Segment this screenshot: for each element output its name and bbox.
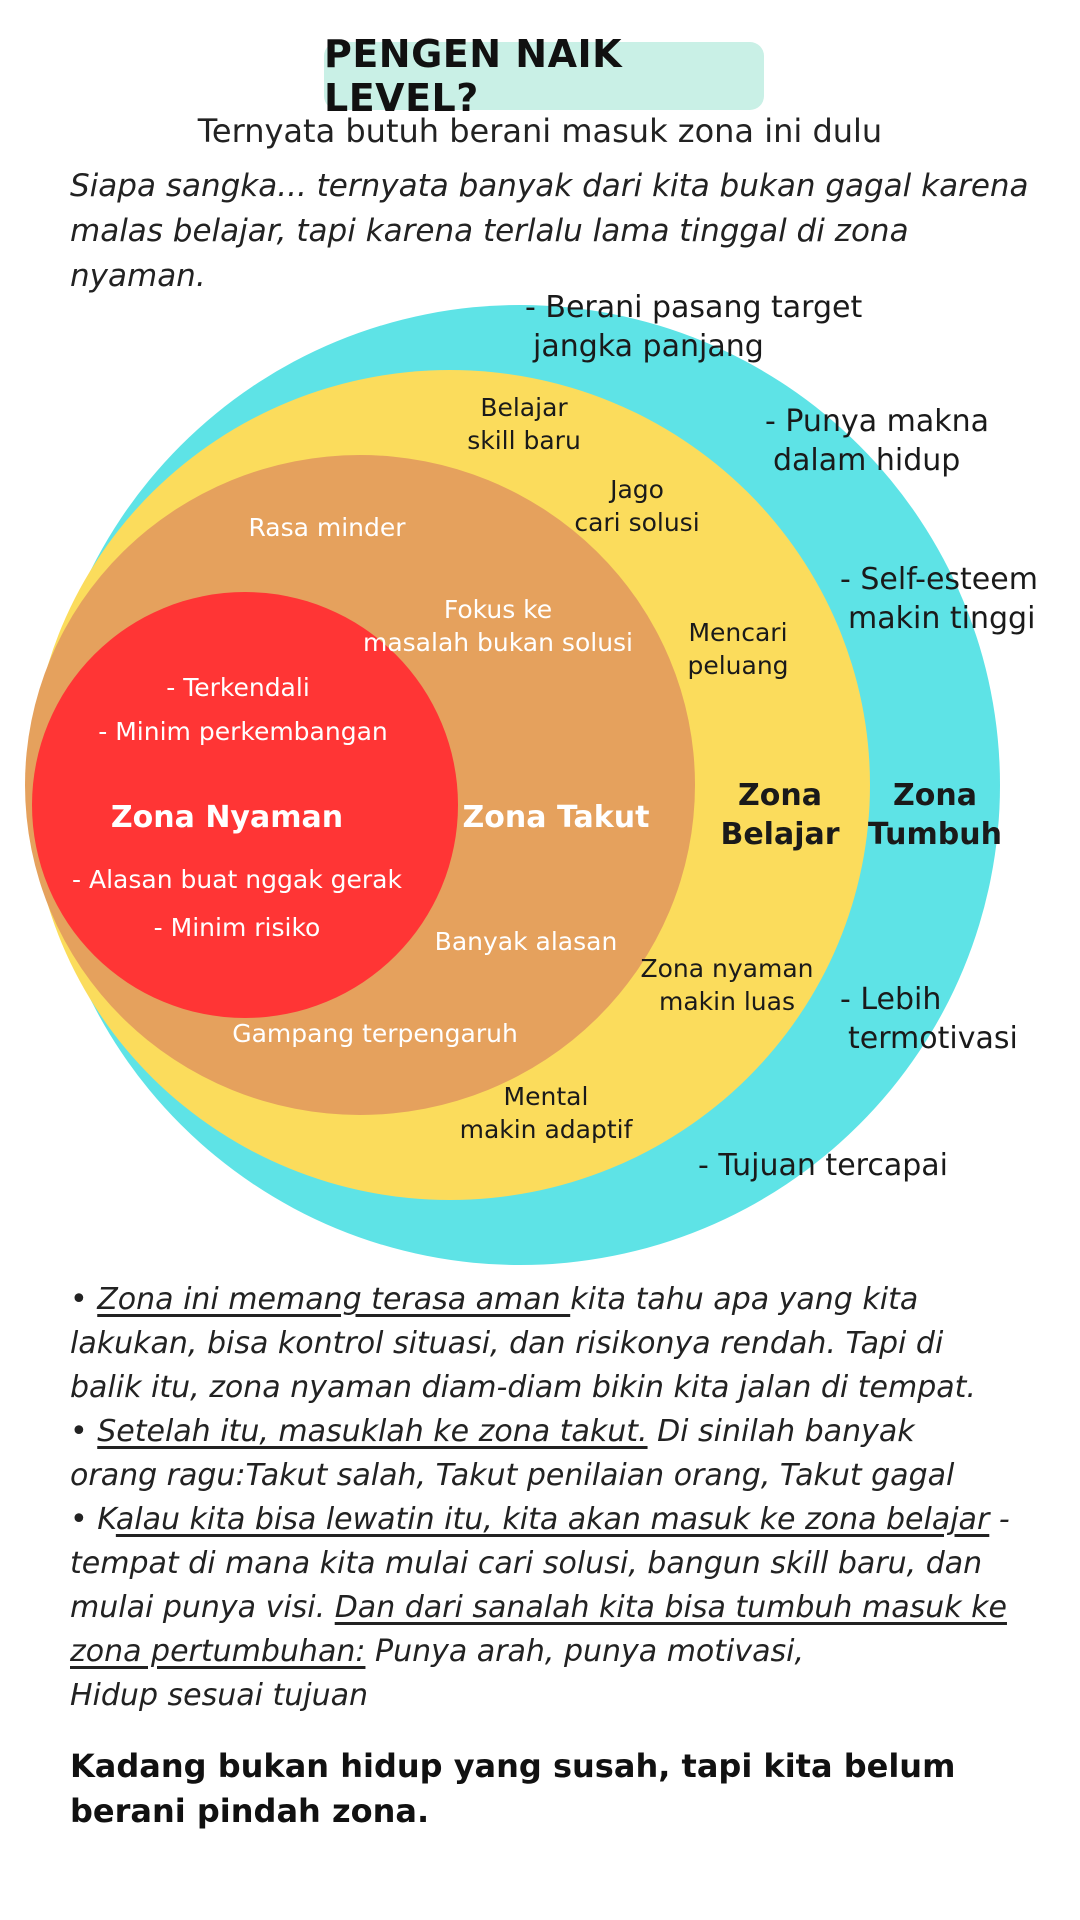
tumbuh-point-1-line-2: jangka panjang [533, 329, 764, 364]
belajar-point-5-line-1: Mental [503, 1082, 589, 1111]
belajar-point-1-line-2: skill baru [467, 425, 581, 455]
belajar-point-5-line-2: makin adaptif [459, 1114, 633, 1144]
zona-belajar-label-line-2: Belajar [720, 817, 840, 852]
paragraph-3-text-2: Punya arah, punya motivasi, [365, 1634, 805, 1669]
tumbuh-point-4-line-2: termotivasi [848, 1021, 1018, 1056]
closing-statement: Kadang bukan hidup yang susah, tapi kita belum berani pindah zona. [70, 1747, 956, 1830]
tumbuh-point-4-line-1: - Lebih [840, 982, 942, 1017]
body-text [70, 1278, 1010, 1718]
takut-point-2-line-1: Fokus ke [443, 595, 553, 624]
paragraph-fear-zone [70, 1410, 1010, 1498]
belajar-point-1 [467, 392, 581, 457]
title-badge [324, 32, 764, 120]
paragraph-1-text: kita tahu apa yang kita lakukan, bisa kontrol situasi, dan risikonya rendah. Tapi di balik itu, zona nyaman diam-diam bikin kita jalan di tempat. [70, 1282, 976, 1405]
intro-text [70, 164, 1030, 299]
zona-belajar-label-line-1: Zona [738, 778, 822, 813]
tumbuh-point-3 [840, 560, 1038, 638]
nyaman-point-3: - Alasan buat nggak gerak [72, 865, 402, 894]
tumbuh-point-5: - Tujuan tercapai [698, 1148, 948, 1183]
belajar-point-3 [687, 617, 788, 682]
page-subtitle: Ternyata butuh berani masuk zona ini dulu [197, 112, 883, 150]
belajar-point-5 [460, 1081, 633, 1146]
belajar-point-4-line-2: makin luas [658, 986, 796, 1016]
nyaman-point-1: - Terkendali [166, 673, 310, 702]
tumbuh-point-3-line-2: makin tinggi [848, 601, 1036, 636]
takut-point-1: Rasa minder [248, 513, 406, 542]
zona-belajar-label [720, 776, 839, 854]
paragraph-learning-zone [70, 1498, 1010, 1674]
tumbuh-point-1 [525, 288, 862, 366]
paragraph-3-underlined-2: Dan dari sanalah kita bisa tumbuh masuk ke zona pertumbuhan: [70, 1590, 1007, 1669]
takut-point-2 [363, 594, 633, 659]
tumbuh-point-2-line-2: dalam hidup [773, 443, 961, 478]
belajar-point-2-line-1: Jago [610, 475, 664, 504]
paragraph-1-underlined: Zona ini memang terasa aman [97, 1282, 571, 1317]
takut-point-4: Gampang terpengaruh [232, 1019, 518, 1048]
tumbuh-point-2-line-1: - Punya makna [765, 404, 990, 439]
paragraph-last-line: Hidup sesuai tujuan [70, 1678, 369, 1713]
bullet-3: • K [70, 1502, 116, 1537]
intro-line-2: malas belajar, tapi karena terlalu lama tinggal di zona nyaman. [70, 213, 909, 294]
paragraph-3-text: - tempat di mana kita mulai cari solusi, bangun skill baru, dan mulai punya visi. [70, 1502, 1010, 1625]
tumbuh-point-4 [840, 980, 1018, 1058]
page-title: PENGEN NAIK LEVEL? [324, 32, 623, 120]
bullet-2: • [70, 1414, 98, 1449]
zona-tumbuh-label-line-1: Zona [893, 778, 977, 813]
tumbuh-point-1-line-1: - Berani pasang target [525, 290, 863, 325]
bullet-1: • [70, 1282, 98, 1317]
paragraph-comfort-zone [70, 1278, 1010, 1410]
belajar-point-2-line-2: cari solusi [574, 507, 700, 537]
belajar-point-2 [574, 474, 699, 539]
paragraph-3-underlined: alau kita bisa lewatin itu, kita akan masuk ke zona belajar [115, 1502, 990, 1537]
zona-takut-label: Zona Takut [462, 800, 650, 835]
zona-tumbuh-label-line-2: Tumbuh [868, 817, 1002, 852]
belajar-point-1-line-1: Belajar [480, 393, 568, 422]
belajar-point-3-line-1: Mencari [688, 618, 788, 647]
tumbuh-point-3-line-1: - Self-esteem [840, 562, 1038, 597]
belajar-point-3-line-2: peluang [687, 650, 789, 680]
belajar-point-4 [640, 953, 813, 1018]
intro-line-1: Siapa sangka... ternyata banyak dari kita bukan gagal karena [70, 168, 1029, 204]
zona-nyaman-label: Zona Nyaman [110, 800, 344, 835]
takut-point-2-line-2: masalah bukan solusi [362, 627, 634, 657]
nyaman-point-2: - Minim perkembangan [98, 717, 388, 746]
takut-point-3: Banyak alasan [434, 927, 618, 956]
nyaman-point-4: - Minim risiko [153, 913, 321, 942]
belajar-point-4-line-1: Zona nyaman [640, 954, 814, 983]
tumbuh-point-2 [765, 402, 989, 480]
paragraph-2-text: Di sinilah banyak orang ragu:Takut salah, Takut penilaian orang, Takut gagal [70, 1414, 955, 1493]
zona-tumbuh-label [868, 776, 1002, 854]
paragraph-2-underlined: Setelah itu, masuklah ke zona takut. [97, 1414, 648, 1449]
